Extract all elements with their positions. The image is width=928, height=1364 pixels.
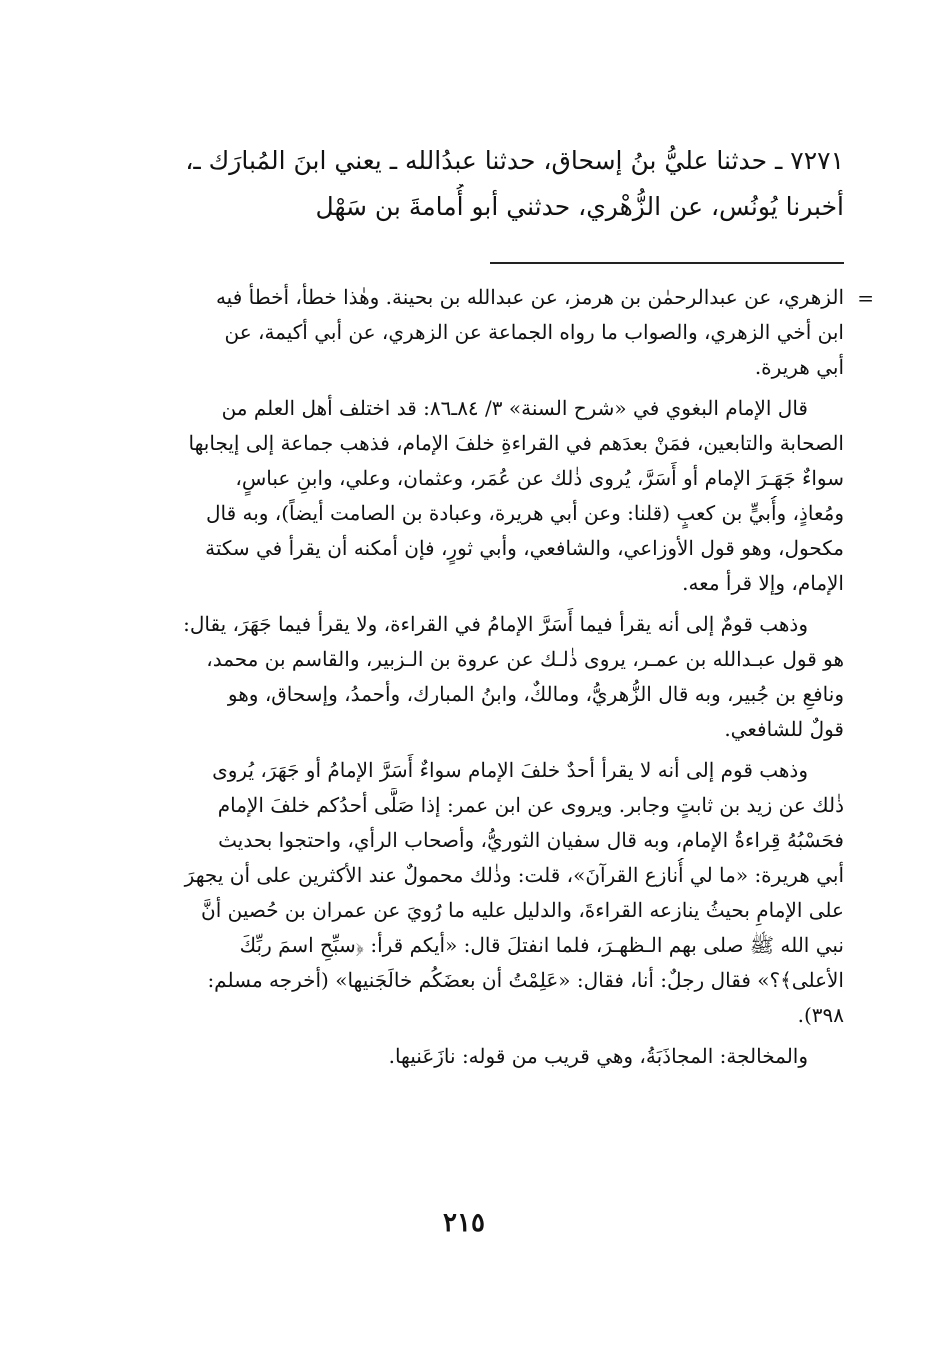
footnote-line: أبي هريرة. bbox=[754, 355, 844, 379]
footnote-line: الأعلى﴾؟» فقال رجلٌ: أنا، فقال: «عَلِمْتُ أن بعضَكُم خالَجَنيها» (أخرجه مسلم: bbox=[207, 968, 844, 992]
footnote-paragraph bbox=[84, 753, 844, 1033]
footnote-paragraph bbox=[84, 280, 844, 385]
footnote-paragraph bbox=[84, 607, 844, 747]
footnote-line: قولٌ للشافعي. bbox=[724, 717, 844, 741]
footnote-line: ومُعاذٍ، وأُبيٍّ بن كعبٍ (قلنا: وعن أبي هريرة، وعبادة بن الصامت أيضاً)، وبه قال bbox=[205, 501, 844, 525]
footnote-line: قال الإمام البغوي في «شرح السنة» ٣/ ٨٤ـ٨٦: قد اختلف أهل العلم من bbox=[221, 396, 808, 420]
footnote-line: نبي الله ﷺ صلى بهم الـظهـرَ، فلما انفتلَ قال: «أيكم قرأ: ﴿سبِّحِ اسمَ ربِّكَ bbox=[239, 933, 844, 957]
footnote-line: الإمام، وإلا قرأ معه. bbox=[682, 571, 844, 595]
footnote-line: ذٰلك عن زيد بن ثابتٍ وجابر. ويروى عن ابن عمر: إذا صَلَّى أحدُكم خلفَ الإمام bbox=[217, 793, 844, 817]
footnote-line: ٣٩٨). bbox=[797, 1003, 844, 1027]
hadith-text bbox=[84, 138, 844, 230]
footnote-line: الزهري، عن عبدالرحمٰن بن هرمز، عن عبدالله بن بحينة. وهٰذا خطأ، أخطأ فيه bbox=[215, 285, 844, 309]
footnote-line: أبي هريرة: «ما لي أُنازع القرآنَ»، قلت: وذٰلك محمولٌ عند الأكثرين على أن يجهرَ bbox=[184, 863, 844, 887]
footnote-line: وذهب قوم إلى أنه لا يقرأ أحدٌ خلفَ الإمام سواءٌ أَسَرَّ الإمامُ أو جَهَرَ، يُروى bbox=[212, 758, 808, 782]
footnote-separator bbox=[490, 262, 844, 264]
footnote-line: الصحابة والتابعين، فمَنْ بعدَهم في القراءةِ خلفَ الإمام، فذهب جماعة إلى إيجابها bbox=[188, 431, 844, 455]
footnote-line: ابن أخي الزهري، والصواب ما رواه الجماعة عن الزهري، عن أبي أكيمة، عن bbox=[224, 320, 844, 344]
footnote-line: فحَسْبُهُ قِراءةُ الإمام، وبه قال سفيان الثوريُّ، وأصحاب الرأي، واحتجوا بحديث bbox=[218, 828, 844, 852]
footnote-line: مكحول، وهو قول الأوزاعي، والشافعي، وأبي ثورٍ، فإن أمكنه أن يقرأ في سكتة bbox=[205, 536, 844, 560]
footnote-line: ونافعِ بن جُبير، وبه قال الزُّهريُّ، ومالكٌ، وابنُ المبارك، وأحمدُ، وإسحاق، وهو bbox=[227, 682, 844, 706]
footnote-paragraph bbox=[84, 391, 844, 601]
footnote-line: وذهب قومٌ إلى أنه يقرأ فيما أَسَرَّ الإمامُ في القراءة، ولا يقرأ فيما جَهَرَ، يقال: bbox=[183, 612, 808, 636]
footnote-paragraph bbox=[84, 1039, 844, 1074]
footnote-line: سواءٌ جَهَـرَ الإمام أو أَسَرَّ، يُروى ذٰلك عن عُمَر، وعثمان، وعلي، وابنِ عباسٍ، bbox=[235, 466, 844, 490]
footnote-line: والمخالجة: المجاذَبَةُ، وهي قريب من قوله: نازَعَنيها. bbox=[388, 1044, 808, 1068]
hadith-line: ٧٢٧١ ـ حدثنا عليُّ بنُ إسحاق، حدثنا عبدُالله ـ يعني ابنَ المُبارَك ـ، bbox=[185, 146, 844, 175]
footnotes bbox=[84, 280, 844, 1080]
footnote-line: هو قول عبـدالله بن عمـر، يروى ذٰلـك عن عروة بن الـزبير، والقاسم بن محمد، bbox=[206, 647, 844, 671]
footnote-continuation-mark: = bbox=[857, 286, 874, 310]
footnote-line: على الإمامِ بحيثُ ينازعه القراءةَ، والدليل عليه ما رُويَ عن عمران بن حُصين أنَّ bbox=[201, 898, 844, 922]
hadith-line: أخبرنا يُونُس، عن الزُّهْري، حدثني أبو أُمامةَ بن سَهْل bbox=[315, 192, 844, 221]
page-number: ٢١٥ bbox=[443, 1208, 485, 1238]
